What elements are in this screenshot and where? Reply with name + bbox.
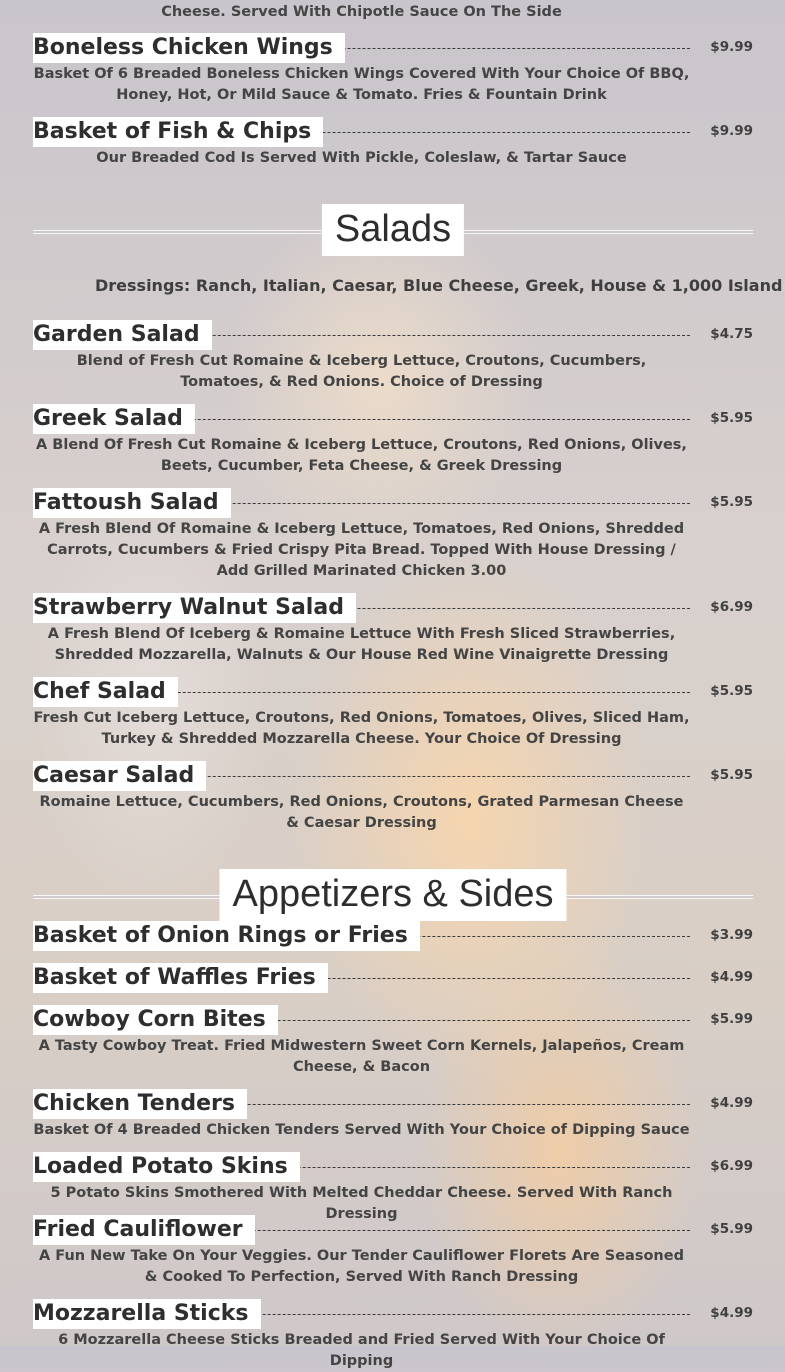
- menu-item: [33, 117, 753, 169]
- item-price: $4.99: [710, 969, 753, 985]
- item-price: $5.95: [710, 767, 753, 783]
- item-description: A Fresh Blend Of Iceberg & Romaine Lettuce With Fresh Sliced Strawberries, Shredded Mozzarella, Walnuts & Our House Red Wine Vinaigrette Dressing: [47, 626, 676, 663]
- item-price: $6.99: [710, 1158, 753, 1174]
- menu-item: [33, 677, 753, 750]
- item-price: $9.99: [710, 123, 753, 139]
- item-name: Strawberry Walnut Salad: [33, 593, 356, 623]
- item-description: Blend of Fresh Cut Romaine & Iceberg Lettuce, Croutons, Cucumbers, Tomatoes, & Red Onions. Choice of Dressing: [76, 353, 647, 390]
- item-price: $5.95: [710, 494, 753, 510]
- item-name: Loaded Potato Skins: [33, 1152, 300, 1182]
- item-description: A Tasty Cowboy Treat. Fried Midwestern Sweet Corn Kernels, Jalapeños, Cream Cheese, & Bacon: [38, 1038, 685, 1075]
- item-price: $3.99: [710, 927, 753, 943]
- section-header-appetizers: [33, 869, 753, 921]
- item-name: Mozzarella Sticks: [33, 1299, 261, 1329]
- item-price: $4.75: [710, 326, 753, 342]
- item-price: $4.99: [710, 1305, 753, 1321]
- item-price: $5.95: [710, 410, 753, 426]
- item-description: 6 Mozzarella Cheese Sticks Breaded and Fried Served With Your Choice Of Dipping: [58, 1332, 665, 1369]
- section-title: Salads: [322, 204, 464, 256]
- section-title: Appetizers & Sides: [219, 869, 566, 921]
- item-price: $5.99: [710, 1221, 753, 1237]
- item-description: A Blend Of Fresh Cut Romaine & Iceberg Lettuce, Croutons, Red Onions, Olives, Beets, Cucumber, Feta Cheese, & Greek Dressing: [36, 437, 687, 474]
- menu-item: [33, 1089, 753, 1141]
- item-name: Chef Salad: [33, 677, 178, 707]
- item-price: $5.95: [710, 683, 753, 699]
- dressings-note: Dressings: Ranch, Italian, Caesar, Blue Cheese, Greek, House & 1,000 Island: [95, 276, 783, 295]
- section-header-salads: [33, 204, 753, 256]
- menu-item: [33, 963, 753, 994]
- menu-item: [33, 761, 753, 834]
- item-price: $5.99: [710, 1011, 753, 1027]
- menu-item: [33, 404, 753, 477]
- menu-item: [33, 488, 753, 582]
- item-price: $6.99: [710, 599, 753, 615]
- item-name: Greek Salad: [33, 404, 195, 434]
- menu-item: [33, 593, 753, 666]
- item-name: Basket of Onion Rings or Fries: [33, 921, 420, 951]
- menu-item: [33, 320, 753, 393]
- item-description: Romaine Lettuce, Cucumbers, Red Onions, Croutons, Grated Parmesan Cheese & Caesar Dressing: [39, 794, 684, 831]
- item-description: Our Breaded Cod Is Served With Pickle, Coleslaw, & Tartar Sauce: [96, 150, 627, 166]
- item-description: 5 Potato Skins Smothered With Melted Cheddar Cheese. Served With Ranch Dressing: [50, 1185, 673, 1222]
- menu-item: [33, 1005, 753, 1078]
- item-description: A Fresh Blend Of Romaine & Iceberg Lettuce, Tomatoes, Red Onions, Shredded Carrots, Cucumbers & Fried Crispy Pita Bread. Topped With House Dressing / Add Grilled Marinated Chicken 3.00: [38, 521, 685, 579]
- item-name: Basket of Waffles Fries: [33, 963, 328, 993]
- item-description: A Fun New Take On Your Veggies. Our Tender Cauliflower Florets Are Seasoned & Cooked To Perfection, Served With Ranch Dressing: [39, 1248, 684, 1285]
- item-name: Garden Salad: [33, 320, 212, 350]
- item-name: Fattoush Salad: [33, 488, 231, 518]
- item-price: $4.99: [710, 1095, 753, 1111]
- item-name: Cowboy Corn Bites: [33, 1005, 278, 1035]
- item-name: Basket of Fish & Chips: [33, 117, 323, 147]
- item-description: Fresh Cut Iceberg Lettuce, Croutons, Red Onions, Tomatoes, Olives, Sliced Ham, Turkey & Shredded Mozzarella Cheese. Your Choice Of Dressing: [33, 710, 690, 747]
- item-description-fragment: Cheese. Served With Chipotle Sauce On The Side: [161, 4, 562, 20]
- item-price: $9.99: [710, 39, 753, 55]
- menu-item: [33, 1299, 753, 1372]
- menu-item: [33, 921, 753, 952]
- item-name: Chicken Tenders: [33, 1089, 247, 1119]
- item-description: Basket Of 6 Breaded Boneless Chicken Wings Covered With Your Choice Of BBQ, Honey, Hot, Or Mild Sauce & Tomato. Fries & Fountain Drink: [33, 66, 690, 103]
- item-name: Boneless Chicken Wings: [33, 33, 345, 63]
- menu-item: [33, 1215, 753, 1288]
- item-name: Fried Cauliflower: [33, 1215, 255, 1245]
- menu-item: [33, 33, 753, 106]
- item-name: Caesar Salad: [33, 761, 206, 791]
- item-description: Basket Of 4 Breaded Chicken Tenders Served With Your Choice of Dipping Sauce: [33, 1122, 690, 1138]
